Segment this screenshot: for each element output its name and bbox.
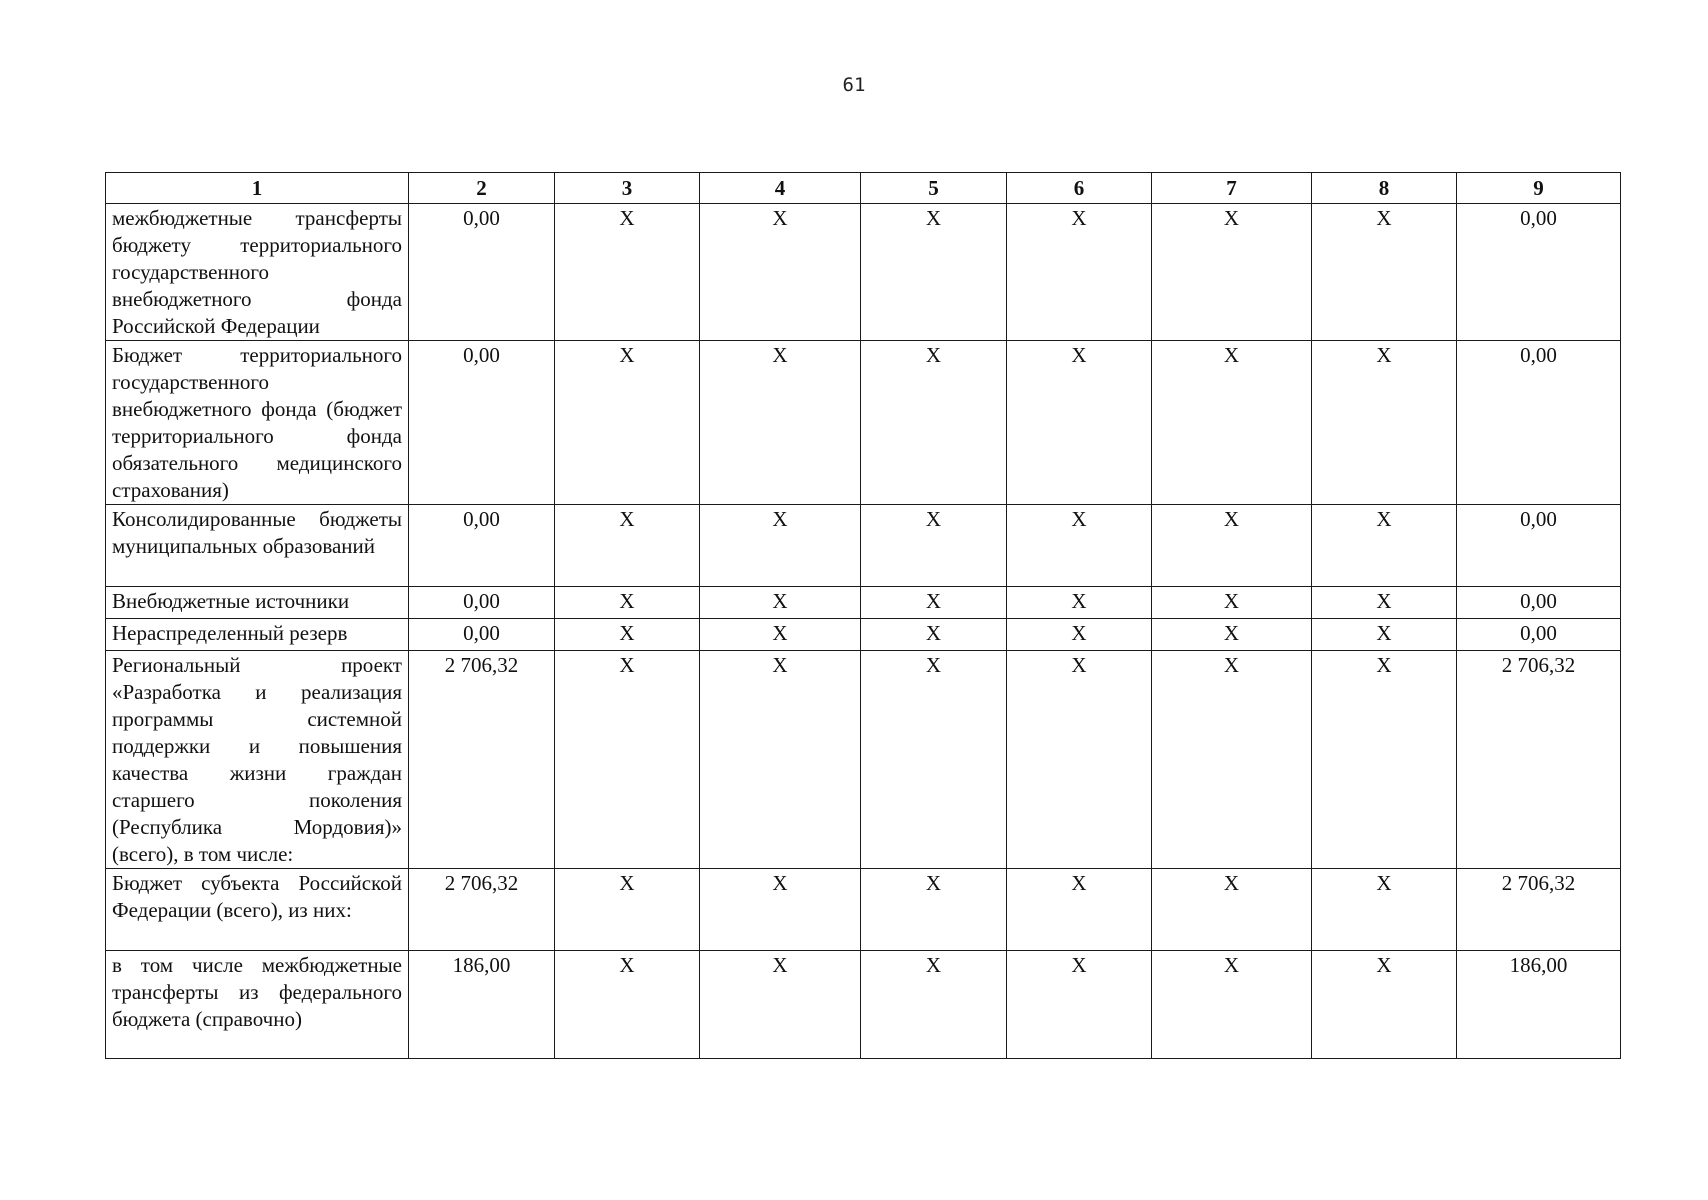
- value-cell: X: [1312, 651, 1457, 869]
- value-cell: X: [1007, 341, 1152, 505]
- value-cell: 186,00: [1457, 951, 1621, 1059]
- column-header: 7: [1152, 173, 1312, 204]
- value-cell: X: [700, 204, 861, 341]
- value-cell: X: [555, 505, 700, 587]
- value-cell: X: [700, 341, 861, 505]
- value-cell: X: [1007, 204, 1152, 341]
- row-name-cell: Бюджет субъекта Российской Федерации (всего), из них:: [106, 869, 409, 951]
- value-cell: X: [1152, 587, 1312, 619]
- value-cell: X: [700, 505, 861, 587]
- column-header: 3: [555, 173, 700, 204]
- row-name-cell: в том числе межбюджетные трансферты из федерального бюджета (справочно): [106, 951, 409, 1059]
- column-header: 2: [409, 173, 555, 204]
- value-cell: X: [555, 341, 700, 505]
- header-row: [106, 173, 1621, 204]
- table-row: [106, 505, 1621, 587]
- column-header: 1: [106, 173, 409, 204]
- value-cell: 2 706,32: [409, 869, 555, 951]
- value-cell: 0,00: [1457, 587, 1621, 619]
- value-cell: X: [861, 341, 1007, 505]
- table-row: [106, 951, 1621, 1059]
- value-cell: X: [555, 204, 700, 341]
- value-cell: X: [1312, 505, 1457, 587]
- row-name-cell: Нераспределенный резерв: [106, 619, 409, 651]
- value-cell: X: [1312, 951, 1457, 1059]
- value-cell: X: [555, 651, 700, 869]
- value-cell: X: [700, 619, 861, 651]
- value-cell: 0,00: [409, 341, 555, 505]
- row-name-cell: Консолидированные бюджеты муниципальных образований: [106, 505, 409, 587]
- value-cell: X: [1312, 204, 1457, 341]
- table-row: [106, 587, 1621, 619]
- value-cell: 2 706,32: [409, 651, 555, 869]
- value-cell: X: [1007, 951, 1152, 1059]
- value-cell: X: [1007, 869, 1152, 951]
- value-cell: 0,00: [1457, 204, 1621, 341]
- value-cell: X: [1007, 587, 1152, 619]
- row-name-cell: Внебюджетные источники: [106, 587, 409, 619]
- page-number: 61: [842, 74, 866, 96]
- column-header: 4: [700, 173, 861, 204]
- value-cell: 0,00: [409, 505, 555, 587]
- value-cell: X: [555, 869, 700, 951]
- value-cell: X: [700, 651, 861, 869]
- row-name-cell: Региональный проект «Разработка и реализация программы системной поддержки и повышения качества жизни граждан старшего поколения (Республика Мордовия)» (всего), в том числе:: [106, 651, 409, 869]
- table-row: [106, 619, 1621, 651]
- value-cell: X: [861, 587, 1007, 619]
- value-cell: X: [861, 204, 1007, 341]
- value-cell: X: [861, 869, 1007, 951]
- column-header: 9: [1457, 173, 1621, 204]
- table-row: [106, 869, 1621, 951]
- value-cell: 186,00: [409, 951, 555, 1059]
- value-cell: X: [1312, 869, 1457, 951]
- value-cell: X: [861, 619, 1007, 651]
- value-cell: X: [555, 619, 700, 651]
- column-header: 6: [1007, 173, 1152, 204]
- budget-table: [105, 172, 1621, 1059]
- value-cell: X: [861, 651, 1007, 869]
- value-cell: 0,00: [409, 619, 555, 651]
- value-cell: 0,00: [1457, 341, 1621, 505]
- value-cell: X: [1007, 505, 1152, 587]
- value-cell: X: [1152, 619, 1312, 651]
- table-row: [106, 651, 1621, 869]
- value-cell: X: [1152, 651, 1312, 869]
- value-cell: X: [861, 951, 1007, 1059]
- column-header: 8: [1312, 173, 1457, 204]
- value-cell: 0,00: [409, 204, 555, 341]
- value-cell: X: [861, 505, 1007, 587]
- value-cell: X: [1007, 619, 1152, 651]
- value-cell: 0,00: [1457, 505, 1621, 587]
- value-cell: 0,00: [409, 587, 555, 619]
- value-cell: 0,00: [1457, 619, 1621, 651]
- value-cell: X: [1152, 505, 1312, 587]
- value-cell: 2 706,32: [1457, 651, 1621, 869]
- row-name-cell: Бюджет территориального государственного внебюджетного фонда (бюджет территориального фонда обязательного медицинского страхования): [106, 341, 409, 505]
- value-cell: X: [555, 587, 700, 619]
- value-cell: X: [555, 951, 700, 1059]
- value-cell: 2 706,32: [1457, 869, 1621, 951]
- table-row: [106, 204, 1621, 341]
- value-cell: X: [1007, 651, 1152, 869]
- value-cell: X: [1312, 341, 1457, 505]
- value-cell: X: [700, 869, 861, 951]
- row-name-cell: межбюджетные трансферты бюджету территориального государственного внебюджетного фонда Российской Федерации: [106, 204, 409, 341]
- value-cell: X: [1312, 587, 1457, 619]
- value-cell: X: [1152, 951, 1312, 1059]
- column-header: 5: [861, 173, 1007, 204]
- value-cell: X: [1152, 204, 1312, 341]
- value-cell: X: [700, 951, 861, 1059]
- table-row: [106, 341, 1621, 505]
- value-cell: X: [1312, 619, 1457, 651]
- value-cell: X: [700, 587, 861, 619]
- value-cell: X: [1152, 869, 1312, 951]
- value-cell: X: [1152, 341, 1312, 505]
